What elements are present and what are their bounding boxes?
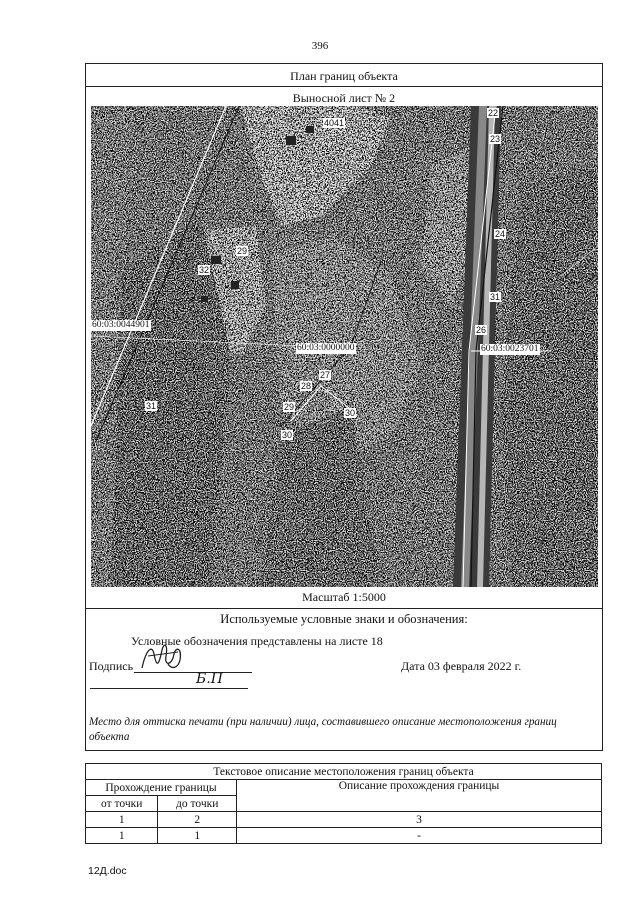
plan-subtitle: Выносной лист № 2: [292, 91, 396, 105]
cadastral-label: 60:03:0000000: [297, 343, 355, 353]
point-label: 30: [345, 408, 356, 418]
point-label: 31: [490, 292, 501, 302]
footer-filename: 12Д.doc: [88, 865, 127, 877]
cadastral-label: 60:03:0023701: [481, 344, 539, 354]
cadastral-label: 60:03:0044901: [92, 320, 150, 330]
point-label: 26: [476, 325, 487, 335]
plan-frame: [85, 63, 603, 751]
passage-header: Прохождение границы: [86, 780, 237, 796]
point-label: 28: [301, 381, 312, 391]
legend-note: Условные обозначения представлены на листе 18: [131, 634, 383, 648]
desc-cell: 3: [237, 812, 602, 828]
point-label: 22: [488, 108, 499, 118]
table-row: [86, 828, 602, 844]
divider: [86, 86, 602, 87]
table-row: [86, 812, 602, 828]
point-label: 29: [237, 246, 248, 256]
from-cell: 1: [86, 812, 158, 828]
stamp-note: Место для оттиска печати (при наличии) лица, составившего описание местоположения границ объекта: [89, 716, 557, 743]
signature-label: Подпись: [89, 659, 134, 673]
description-header: Описание прохождения границы: [237, 780, 602, 812]
point-label: 32: [199, 265, 210, 275]
plan-title: План границ объекта: [290, 69, 398, 83]
to-cell: 1: [158, 828, 237, 844]
point-label: 27: [320, 370, 331, 380]
point-label: 31: [146, 401, 157, 411]
point-label: 30: [282, 430, 293, 440]
name-line: [90, 688, 248, 689]
legend-heading: Используемые условные знаки и обозначения:: [220, 612, 468, 626]
from-cell: 1: [86, 828, 158, 844]
page-number: 396: [311, 40, 329, 52]
point-label: 29: [284, 402, 295, 412]
point-label: 23: [490, 134, 501, 144]
handwritten-name: Б.П: [196, 671, 223, 687]
map-scale: Масштаб 1:5000: [302, 590, 386, 604]
date-text: Дата 03 февраля 2022 г.: [401, 659, 522, 673]
to-cell: 2: [158, 812, 237, 828]
from-header: от точки: [86, 796, 158, 812]
point-label: 24: [495, 229, 506, 239]
point-label: 4041: [324, 118, 345, 128]
divider: [86, 608, 602, 609]
desc-cell: -: [237, 828, 602, 844]
to-header: до точки: [158, 796, 237, 812]
aerial-map: [91, 106, 598, 587]
boundary-description-table: [85, 763, 602, 844]
table-title: Текстовое описание местоположения границ объекта: [86, 764, 602, 780]
handwritten-signature: [138, 640, 188, 674]
